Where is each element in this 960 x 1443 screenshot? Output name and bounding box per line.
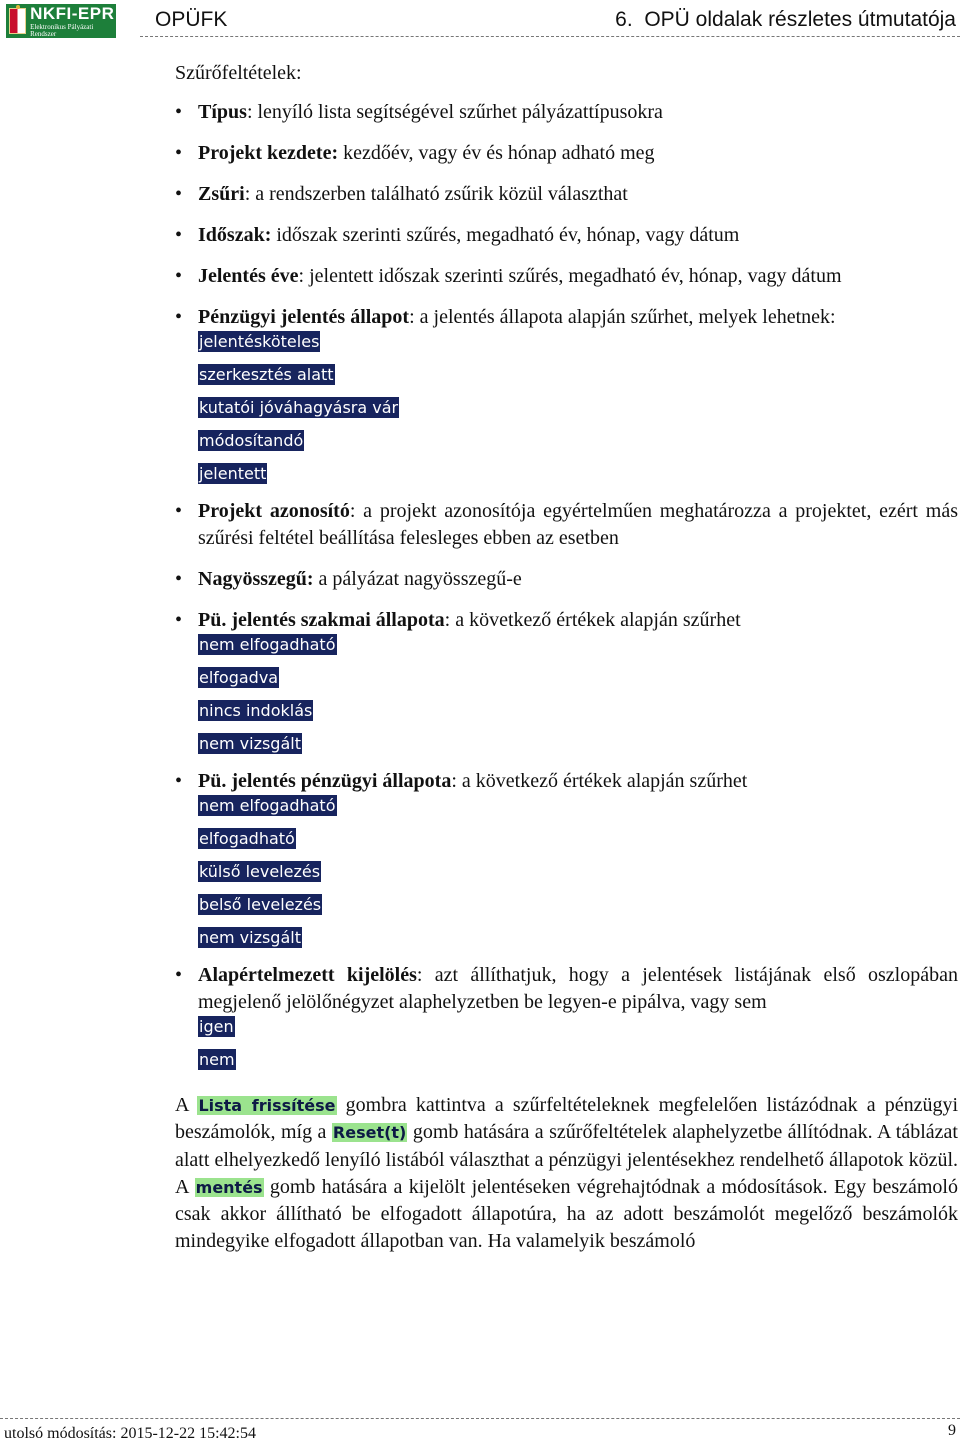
filter-description: : a projekt azonosítója egyértelműen meghatározza a projektet, ezért más szűrési feltétel beállítása felesleges ebben az esetben	[198, 500, 958, 549]
filter-list	[175, 99, 958, 1070]
option-value: nem elfogadható	[199, 635, 336, 654]
list-item	[175, 222, 958, 249]
filter-label: Projekt kezdete:	[198, 142, 339, 164]
filter-label: Pü. jelentés pénzügyi állapota	[198, 770, 452, 792]
option-value: igen	[199, 1017, 234, 1036]
nkfi-epr-logo	[6, 4, 116, 38]
option-value: elfogadható	[199, 829, 295, 848]
list-item	[175, 498, 958, 552]
filter-description: : a következő értékek alapján szűrhet	[444, 609, 741, 631]
option-value: jelentésköteles	[199, 332, 320, 351]
filter-description: kezdőév, vagy év és hónap adható meg	[338, 142, 655, 164]
filter-description: : a következő értékek alapján szűrhet	[451, 770, 748, 792]
list-item	[175, 566, 958, 593]
list-item	[175, 140, 958, 167]
option-value: nem elfogadható	[199, 796, 336, 815]
filter-label: Nagyösszegű:	[198, 568, 314, 590]
option-list	[198, 634, 958, 754]
logo-title: NKFI-EPR	[30, 3, 115, 23]
filter-label: Időszak:	[198, 224, 272, 246]
reset-button-ref: Reset(t)	[332, 1123, 407, 1143]
option-value: külső levelezés	[199, 862, 321, 881]
option-value: elfogadva	[199, 668, 279, 687]
paragraph-text: gomb hatására a szűrőfeltételek alaphelyzetbe állítódnak. A táblázat alatt elhelyezkedő lenyíló listából választhat a pénzügyi jelentésekhez rendelhető állapotok közül. A	[175, 1121, 958, 1198]
filter-description: : jelentett időszak szerinti szűrés, megadható év, hónap, vagy dátum	[298, 265, 842, 287]
option-value: nem vizsgált	[199, 734, 301, 753]
filter-label: Alapértelmezett kijelölés	[198, 964, 417, 986]
filter-description: : azt állíthatjuk, hogy a jelentések listájának első oszlopában megjelenő jelölőnégyzet alaphelyzetben be legyen-e pipálva, vagy sem	[198, 964, 958, 1013]
coat-of-arms-icon	[9, 8, 26, 34]
option-value: kutatói jóváhagyásra vár	[199, 398, 399, 417]
filter-label: Projekt azonosító	[198, 500, 350, 522]
footer-divider	[0, 1418, 960, 1419]
option-value: jelentett	[199, 464, 267, 483]
last-modified: utolsó módosítás: 2015-12-22 15:42:54	[4, 1425, 256, 1442]
page-header	[0, 0, 960, 44]
option-value: szerkesztés alatt	[199, 365, 334, 384]
filter-label: Jelentés éve	[198, 265, 299, 287]
filter-label: Pénzügyi jelentés állapot	[198, 306, 410, 328]
list-item	[175, 768, 958, 948]
list-item	[175, 263, 958, 290]
filter-label: Zsűri	[198, 183, 245, 205]
filter-description: : a jelentés állapota alapján szűrhet, melyek lehetnek:	[409, 306, 836, 328]
logo-subtitle: Elektronikus Pályázati Rendszer	[30, 22, 94, 38]
option-value: nem vizsgált	[199, 928, 301, 947]
option-value: módosítandó	[199, 431, 304, 450]
filter-description: időszak szerinti szűrés, megadható év, hónap, vagy dátum	[271, 224, 740, 246]
paragraph-text: gomb hatására a kijelölt jelentéseken végrehajtódnak a módosítások. Egy beszámoló csak akkor állítható be elfogadott állapotúra, ha az adott beszámolót megelőző beszámolók mindegyike elfogadott állapotban van. Ha valamelyik beszámoló	[175, 1175, 958, 1253]
option-list	[198, 1016, 958, 1070]
list-item	[175, 962, 958, 1070]
paragraph-text: A	[175, 1094, 198, 1116]
option-value: nincs indoklás	[199, 701, 313, 720]
filter-description: : lenyíló lista segítségével szűrhet pályázattípusokra	[246, 101, 663, 123]
filter-label: Pü. jelentés szakmai állapota	[198, 609, 445, 631]
paragraph-text: gombra kattintva a szűrfeltételeknek megfelelően listázódnak a pénzügyi beszámolók, míg a	[175, 1094, 959, 1144]
filter-label: Típus	[198, 101, 247, 123]
list-item	[175, 181, 958, 208]
filter-description: a pályázat nagyösszegű-e	[313, 568, 522, 590]
option-value: nem	[199, 1050, 235, 1069]
list-refresh-button-ref: Lista frissítése	[198, 1096, 336, 1115]
list-item	[175, 607, 958, 754]
option-list	[198, 795, 958, 948]
instructions-paragraph	[175, 1092, 958, 1256]
page-number: 9	[948, 1422, 956, 1439]
filter-description: : a rendszerben található zsűrik közül választhat	[244, 183, 628, 205]
option-value: belső levelezés	[199, 895, 322, 914]
header-divider	[140, 36, 960, 37]
header-left-title: OPÜFK	[155, 8, 228, 31]
section-title: Szűrőfeltételek:	[175, 62, 302, 84]
list-item	[175, 99, 958, 126]
option-list	[198, 331, 958, 484]
main-content	[175, 62, 958, 1256]
save-button-ref: mentés	[195, 1177, 263, 1197]
header-chapter-title: 6. OPÜ oldalak részletes útmutatója	[615, 8, 956, 31]
list-item	[175, 304, 958, 484]
